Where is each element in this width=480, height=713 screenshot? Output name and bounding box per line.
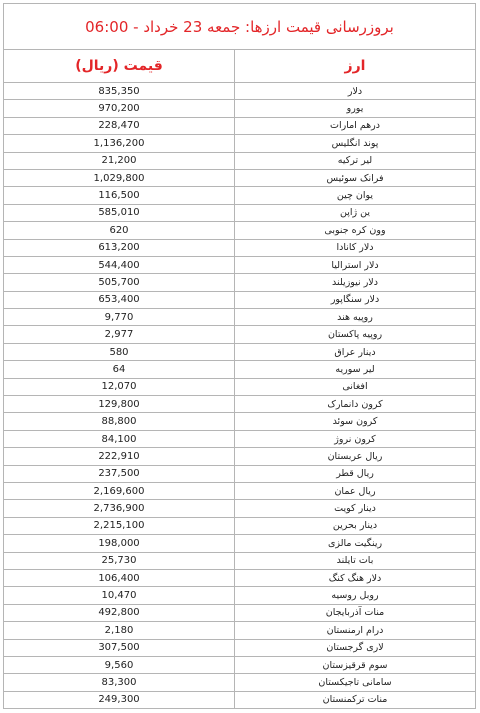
- currency-name-cell: یوان چین: [235, 187, 476, 204]
- currency-price-cell: 505,700: [4, 274, 235, 291]
- currency-name-cell: سامانی تاجیکستان: [235, 674, 476, 691]
- table-row: [4, 378, 476, 395]
- currency-price-cell: 116,500: [4, 187, 235, 204]
- currency-price-cell: 2,977: [4, 326, 235, 343]
- currency-price-cell: 1,136,200: [4, 135, 235, 152]
- currency-name-cell: ین ژاپن: [235, 204, 476, 221]
- table-row: [4, 517, 476, 534]
- currency-name-cell: کرون دانمارک: [235, 396, 476, 413]
- currency-name-cell: لاری گرجستان: [235, 639, 476, 656]
- header-row: [4, 50, 476, 83]
- currency-price-cell: 544,400: [4, 256, 235, 273]
- currency-name-cell: دلار سنگاپور: [235, 291, 476, 308]
- currency-name-cell: درام ارمنستان: [235, 622, 476, 639]
- currency-price-cell: 9,770: [4, 309, 235, 326]
- table-row: [4, 448, 476, 465]
- table-row: [4, 274, 476, 291]
- currency-price-cell: 25,730: [4, 552, 235, 569]
- table-row: [4, 552, 476, 569]
- currency-price-cell: 585,010: [4, 204, 235, 221]
- currency-price-cell: 88,800: [4, 413, 235, 430]
- currency-name-cell: روپیه هند: [235, 309, 476, 326]
- currency-name-cell: دلار: [235, 83, 476, 100]
- currency-price-cell: 106,400: [4, 569, 235, 586]
- currency-name-cell: کرون سوئد: [235, 413, 476, 430]
- table-row: [4, 204, 476, 221]
- currency-name-cell: دلار استرالیا: [235, 256, 476, 273]
- table-row: [4, 604, 476, 621]
- currency-name-cell: یورو: [235, 100, 476, 117]
- currency-price-cell: 12,070: [4, 378, 235, 395]
- table-row: [4, 187, 476, 204]
- table-row: [4, 309, 476, 326]
- table-body: [4, 4, 476, 709]
- currency-price-cell: 2,169,600: [4, 482, 235, 499]
- table-row: [4, 691, 476, 708]
- table-row: [4, 169, 476, 186]
- table-row: [4, 222, 476, 239]
- currency-name-cell: دینار بحرین: [235, 517, 476, 534]
- currency-price-cell: 64: [4, 361, 235, 378]
- currency-name-cell: بات تایلند: [235, 552, 476, 569]
- currency-name-cell: درهم امارات: [235, 117, 476, 134]
- currency-name-cell: رینگیت مالزی: [235, 535, 476, 552]
- currency-price-cell: 1,029,800: [4, 169, 235, 186]
- table-row: [4, 639, 476, 656]
- currency-price-cell: 580: [4, 343, 235, 360]
- currency-name-cell: دلار نیوزیلند: [235, 274, 476, 291]
- currency-price-cell: 970,200: [4, 100, 235, 117]
- table-row: [4, 656, 476, 673]
- currency-name-cell: کرون نروژ: [235, 430, 476, 447]
- table-row: [4, 674, 476, 691]
- currency-price-cell: 249,300: [4, 691, 235, 708]
- currency-price-cell: 83,300: [4, 674, 235, 691]
- table-row: [4, 152, 476, 169]
- currency-price-cell: 2,180: [4, 622, 235, 639]
- currency-name-cell: دینار کویت: [235, 500, 476, 517]
- table-row: [4, 535, 476, 552]
- currency-name-cell: وون کره جنوبی: [235, 222, 476, 239]
- currency-name-cell: منات ترکمنستان: [235, 691, 476, 708]
- table-row: [4, 135, 476, 152]
- currency-price-cell: 653,400: [4, 291, 235, 308]
- currency-price-cell: 9,560: [4, 656, 235, 673]
- table-row: [4, 465, 476, 482]
- table-row: [4, 500, 476, 517]
- currency-name-cell: منات آذربایجان: [235, 604, 476, 621]
- table-row: [4, 291, 476, 308]
- currency-price-cell: 835,350: [4, 83, 235, 100]
- title-row: [4, 4, 476, 50]
- currency-name-cell: ریال عمان: [235, 482, 476, 499]
- currency-price-cell: 222,910: [4, 448, 235, 465]
- currency-name-cell: افغانی: [235, 378, 476, 395]
- table-row: [4, 83, 476, 100]
- currency-price-cell: 198,000: [4, 535, 235, 552]
- currency-name-cell: دلار کانادا: [235, 239, 476, 256]
- table-row: [4, 100, 476, 117]
- table-row: [4, 256, 476, 273]
- currency-name-cell: پوند انگلیس: [235, 135, 476, 152]
- table-row: [4, 413, 476, 430]
- currency-name-cell: لیر ترکیه: [235, 152, 476, 169]
- table-row: [4, 569, 476, 586]
- currency-name-cell: فرانک سوئیس: [235, 169, 476, 186]
- currency-price-cell: 620: [4, 222, 235, 239]
- currency-name-cell: ریال عربستان: [235, 448, 476, 465]
- header-price: قیمت (ریال): [4, 50, 235, 83]
- table-row: [4, 396, 476, 413]
- currency-name-cell: دینار عراق: [235, 343, 476, 360]
- currency-price-cell: 307,500: [4, 639, 235, 656]
- table-row: [4, 482, 476, 499]
- currency-price-cell: 2,736,900: [4, 500, 235, 517]
- currency-price-cell: 84,100: [4, 430, 235, 447]
- table-row: [4, 361, 476, 378]
- currency-price-cell: 2,215,100: [4, 517, 235, 534]
- currency-name-cell: روپیه پاکستان: [235, 326, 476, 343]
- table-row: [4, 117, 476, 134]
- currency-price-cell: 228,470: [4, 117, 235, 134]
- currency-price-table: [3, 3, 476, 709]
- page-title: بروزرسانی قیمت ارزها: جمعه 23 خرداد - 06:00: [4, 4, 476, 50]
- currency-price-cell: 237,500: [4, 465, 235, 482]
- currency-name-cell: لیر سوریه: [235, 361, 476, 378]
- currency-price-cell: 129,800: [4, 396, 235, 413]
- currency-name-cell: ریال قطر: [235, 465, 476, 482]
- table-row: [4, 430, 476, 447]
- currency-price-cell: 21,200: [4, 152, 235, 169]
- header-currency: ارز: [235, 50, 476, 83]
- currency-name-cell: سوم قرقیزستان: [235, 656, 476, 673]
- table-row: [4, 587, 476, 604]
- currency-name-cell: روبل روسیه: [235, 587, 476, 604]
- table-row: [4, 622, 476, 639]
- table-row: [4, 343, 476, 360]
- currency-price-cell: 492,800: [4, 604, 235, 621]
- table-row: [4, 239, 476, 256]
- currency-price-cell: 613,200: [4, 239, 235, 256]
- currency-name-cell: دلار هنگ کنگ: [235, 569, 476, 586]
- currency-price-cell: 10,470: [4, 587, 235, 604]
- table-row: [4, 326, 476, 343]
